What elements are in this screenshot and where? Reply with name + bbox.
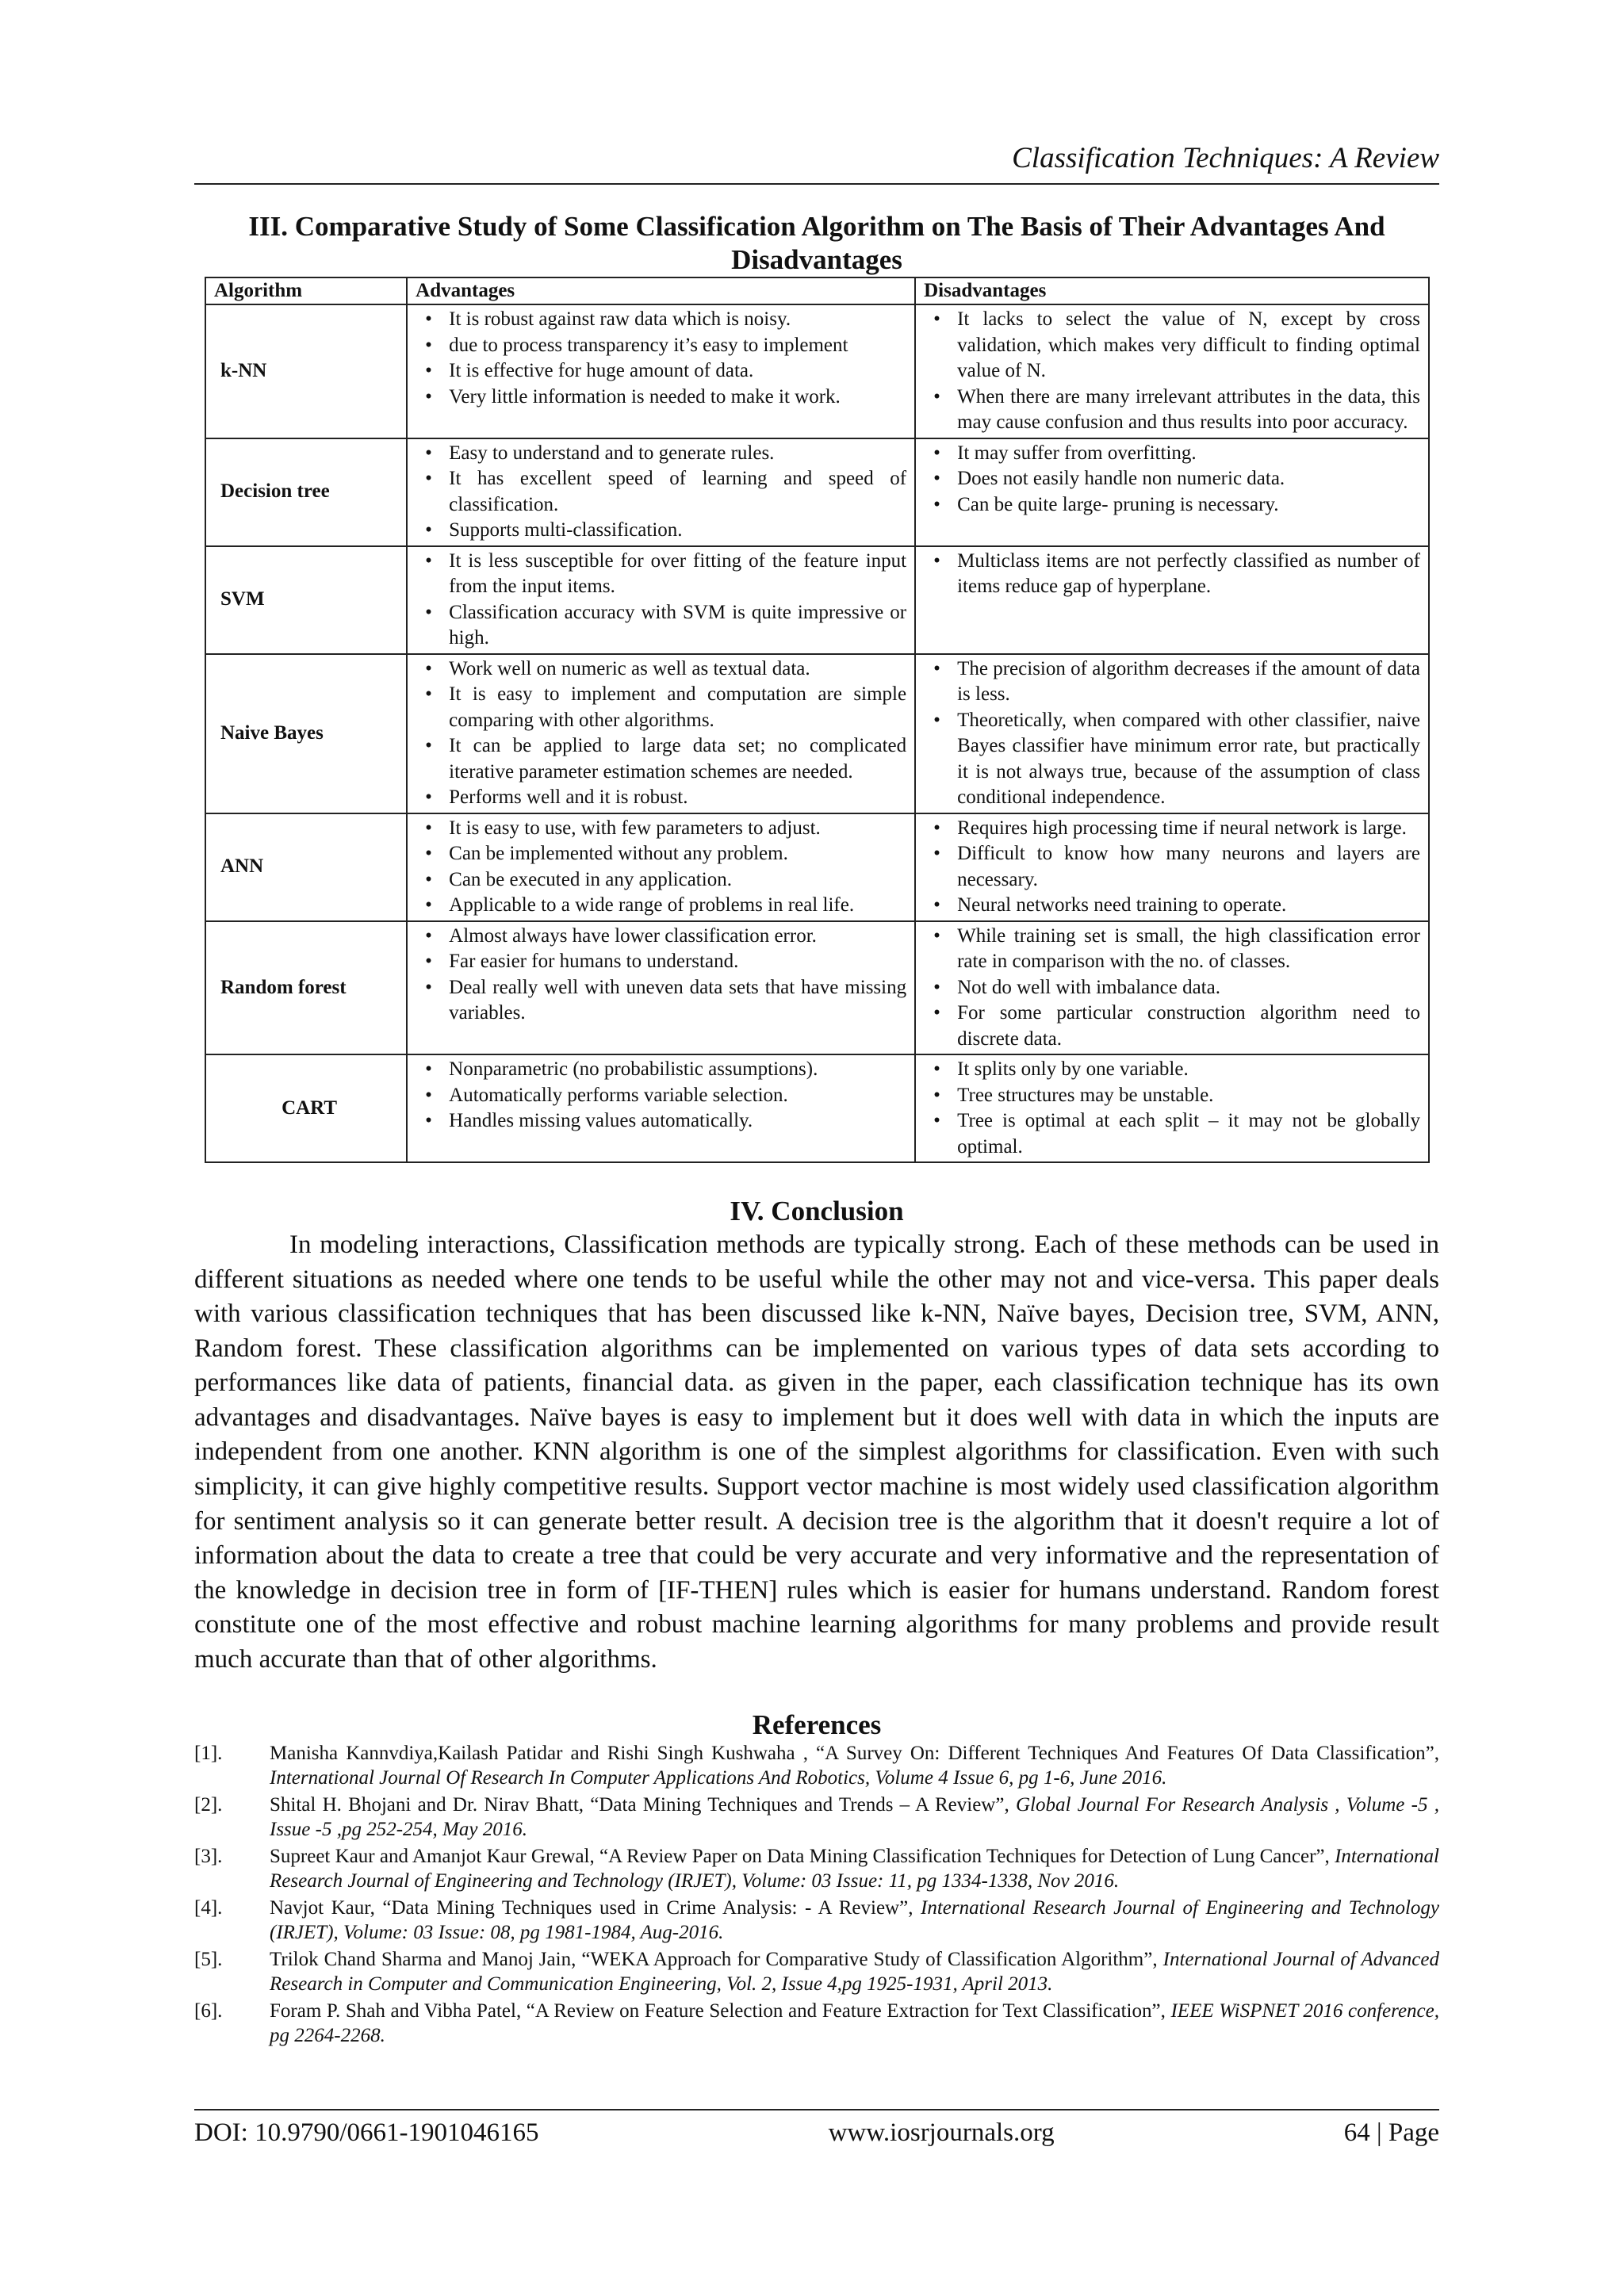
- reference-text: [270, 1999, 1439, 2048]
- reference-number: [2].: [194, 1794, 223, 1816]
- table-row: [205, 654, 1429, 813]
- conclusion-paragraph: In modeling interactions, Classification methods are typically strong. Each of these methods can be used in different situations as needed where one tends to be useful while the other may not and vice-versa. This paper deals with various classification techniques that has been discussed like k-NN, Naïve bayes, Decision tree, SVM, ANN, Random forest. These classification algorithms can be implemented on various types of data sets according to performances like data of patients, financial data. as given in the paper, each classification technique has its own advantages and disadvantages. Naïve bayes is easy to implement but it does well with data in which the inputs are independent from one another. KNN algorithm is one of the simplest algorithms for classification. Even with such simplicity, it can give highly competitive results. Support vector machine is most widely used classification algorithm for sentiment analysis so it can generate better result. A decision tree is the algorithm that it doesn't require a lot of information about the data to create a tree that could be very accurate and very informative and the representation of the knowledge in decision tree in form of [IF-THEN] rules which is easier for humans understand. Random forest constitute one of the most effective and robust machine learning algorithms for many problems and provide result much accurate than that of other algorithms.: [194, 1230, 1439, 1674]
- reference-authors-title: Supreet Kaur and Amanjot Kaur Grewal, “A Review Paper on Data Mining Classification Techniques for Detection of Lung Cancer”,: [270, 1846, 1335, 1868]
- table-row: [205, 438, 1429, 546]
- disadvantages-list: [921, 549, 1420, 600]
- advantage-item: • Applicable to a wide range of problems in real life.: [412, 893, 906, 919]
- advantages-cell: [407, 921, 915, 1055]
- disadvantage-item: • Requires high processing time if neural network is large.: [921, 816, 1420, 842]
- advantage-item: • Classification accuracy with SVM is quite impressive or high.: [412, 600, 906, 652]
- disadvantage-item: • Theoretically, when compared with other classifier, naive Bayes classifier have minimum error rate, but practically it is not always true, because of the assumption of class conditional independence.: [921, 708, 1420, 811]
- reference-item: [194, 1793, 1439, 1842]
- algorithm-cell: Decision tree: [205, 438, 407, 546]
- algorithm-cell: CART: [205, 1054, 407, 1162]
- disadvantages-cell: [915, 1054, 1429, 1162]
- disadvantage-item: • When there are many irrelevant attributes in the data, this may cause confusion and thus results into poor accuracy.: [921, 385, 1420, 436]
- reference-text: [270, 1948, 1439, 1996]
- advantage-item: • Deal really well with uneven data sets that have missing variables.: [412, 975, 906, 1027]
- table-row: [205, 546, 1429, 654]
- disadvantage-item: • Multiclass items are not perfectly classified as number of items reduce gap of hyperplane.: [921, 549, 1420, 600]
- disadvantage-item: • Tree structures may be unstable.: [921, 1083, 1420, 1109]
- reference-authors-title: Foram P. Shah and Vibha Patel, “A Review on Feature Selection and Feature Extraction for Text Classification”,: [270, 2000, 1171, 2022]
- disadvantage-item: • Not do well with imbalance data.: [921, 975, 1420, 1001]
- footer-doi: DOI: 10.9790/0661-1901046165: [194, 2118, 539, 2147]
- reference-item: [194, 1999, 1439, 2048]
- table-row: [205, 921, 1429, 1055]
- table-row: [205, 1054, 1429, 1162]
- disadvantages-cell: [915, 546, 1429, 654]
- disadvantages-cell: [915, 813, 1429, 921]
- advantage-item: • Can be implemented without any problem.: [412, 841, 906, 867]
- reference-item: [194, 1896, 1439, 1945]
- reference-number: [5].: [194, 1949, 223, 1971]
- advantages-cell: [407, 813, 915, 921]
- advantage-item: • It is effective for huge amount of data.: [412, 358, 906, 385]
- advantage-item: • Handles missing values automatically.: [412, 1108, 906, 1135]
- running-head: Classification Techniques: A Review: [194, 143, 1439, 185]
- algorithm-cell: SVM: [205, 546, 407, 654]
- table-row: [205, 813, 1429, 921]
- advantage-item: • Can be executed in any application.: [412, 867, 906, 894]
- advantages-list: [412, 924, 906, 1027]
- reference-venue: International Research Journal of Engineering and Technology (IRJET), Volume: 03 Issue: 08, pg 1981-1984, Aug-2016.: [270, 1897, 1440, 1943]
- advantage-item: • It is easy to use, with few parameters to adjust.: [412, 816, 906, 842]
- reference-text: [270, 1793, 1439, 1842]
- advantage-item: • due to process transparency it’s easy to implement: [412, 333, 906, 359]
- disadvantages-cell: [915, 654, 1429, 813]
- advantage-item: • It is robust against raw data which is noisy.: [412, 307, 906, 333]
- reference-authors-title: Manisha Kannvdiya,Kailash Patidar and Rishi Singh Kushwaha , “A Survey On: Different Techniques And Features Of Data Classification”,: [270, 1743, 1439, 1765]
- disadvantages-list: [921, 656, 1420, 811]
- reference-item: [194, 1742, 1439, 1790]
- disadvantages-list: [921, 1057, 1420, 1160]
- advantages-list: [412, 307, 906, 410]
- reference-item: [194, 1948, 1439, 1996]
- footer-site: www.iosrjournals.org: [828, 2118, 1055, 2147]
- reference-venue: IEEE WiSPNET 2016 conference, pg 2264-2268.: [270, 2000, 1439, 2046]
- advantages-cell: [407, 546, 915, 654]
- algorithm-cell: Random forest: [205, 921, 407, 1055]
- reference-authors-title: Trilok Chand Sharma and Manoj Jain, “WEKA Approach for Comparative Study of Classification Algorithm”,: [270, 1949, 1163, 1971]
- disadvantage-item: • While training set is small, the high classification error rate in comparison with the no. of classes.: [921, 924, 1420, 975]
- advantages-list: [412, 816, 906, 919]
- section-3-title: III. Comparative Study of Some Classification Algorithm on The Basis of Their Advantages And Disadvantages: [248, 210, 1385, 275]
- reference-authors-title: Navjot Kaur, “Data Mining Techniques used in Crime Analysis: - A Review”,: [270, 1897, 921, 1919]
- advantages-cell: [407, 654, 915, 813]
- advantages-cell: [407, 438, 915, 546]
- disadvantage-item: • Does not easily handle non numeric data.: [921, 466, 1420, 492]
- disadvantages-list: [921, 924, 1420, 1053]
- header-advantages: Advantages: [407, 277, 915, 305]
- references-title: References: [752, 1709, 882, 1741]
- algorithm-cell: Naive Bayes: [205, 654, 407, 813]
- advantages-list: [412, 549, 906, 652]
- reference-text: [270, 1845, 1439, 1893]
- advantage-item: • Easy to understand and to generate rules.: [412, 441, 906, 467]
- disadvantage-item: • Tree is optimal at each split – it may not be globally optimal.: [921, 1108, 1420, 1160]
- page-footer: [194, 2109, 1439, 2148]
- disadvantages-list: [921, 307, 1420, 436]
- advantage-item: • Work well on numeric as well as textual data.: [412, 656, 906, 683]
- references-list: [194, 1742, 1439, 2048]
- advantages-cell: [407, 304, 915, 438]
- advantage-item: • Automatically performs variable selection.: [412, 1083, 906, 1109]
- reference-number: [6].: [194, 2000, 223, 2022]
- page: [194, 143, 1439, 2051]
- advantage-item: • Supports multi-classification.: [412, 518, 906, 544]
- advantage-item: • It is less susceptible for over fitting of the feature input from the input items.: [412, 549, 906, 600]
- algorithm-cell: k-NN: [205, 304, 407, 438]
- disadvantages-cell: [915, 438, 1429, 546]
- disadvantage-item: • Can be quite large- pruning is necessary.: [921, 492, 1420, 519]
- advantage-item: • It is easy to implement and computation are simple comparing with other algorithms.: [412, 682, 906, 733]
- disadvantages-list: [921, 441, 1420, 519]
- advantages-list: [412, 656, 906, 811]
- disadvantages-list: [921, 816, 1420, 919]
- reference-text: [270, 1742, 1439, 1790]
- section-4-title: IV. Conclusion: [730, 1196, 904, 1227]
- disadvantage-item: • It may suffer from overfitting.: [921, 441, 1420, 467]
- table-row: [205, 304, 1429, 438]
- algorithm-cell: ANN: [205, 813, 407, 921]
- comparison-table: [205, 277, 1430, 1164]
- advantage-item: • Nonparametric (no probabilistic assumptions).: [412, 1057, 906, 1083]
- table-header-row: [205, 277, 1429, 305]
- disadvantage-item: • The precision of algorithm decreases if the amount of data is less.: [921, 656, 1420, 708]
- advantage-item: • Performs well and it is robust.: [412, 785, 906, 811]
- advantages-list: [412, 441, 906, 544]
- header-disadvantages: Disadvantages: [915, 277, 1429, 305]
- reference-number: [4].: [194, 1897, 223, 1919]
- header-algorithm: Algorithm: [205, 277, 407, 305]
- advantage-item: • It has excellent speed of learning and speed of classification.: [412, 466, 906, 518]
- advantage-item: • Very little information is needed to make it work.: [412, 385, 906, 411]
- disadvantage-item: • For some particular construction algorithm need to discrete data.: [921, 1001, 1420, 1052]
- reference-number: [3].: [194, 1846, 223, 1868]
- reference-venue: Global Journal For Research Analysis , Volume -5 , Issue -5 ,pg 252-254, May 2016.: [270, 1794, 1439, 1840]
- reference-number: [1].: [194, 1743, 223, 1765]
- disadvantages-cell: [915, 921, 1429, 1055]
- reference-venue: International Journal Of Research In Computer Applications And Robotics, Volume 4 Issue 6, pg 1-6, June 2016.: [270, 1766, 1167, 1789]
- table-body: [205, 304, 1429, 1162]
- advantage-item: • Far easier for humans to understand.: [412, 949, 906, 975]
- reference-text: [270, 1896, 1439, 1945]
- disadvantage-item: • Neural networks need training to operate.: [921, 893, 1420, 919]
- reference-venue: International Research Journal of Engineering and Technology (IRJET), Volume: 03 Issue: 11, pg 1334-1338, Nov 2016.: [270, 1846, 1439, 1892]
- advantages-cell: [407, 1054, 915, 1162]
- reference-item: [194, 1845, 1439, 1893]
- advantage-item: • It can be applied to large data set; no complicated iterative parameter estimation schemes are needed.: [412, 733, 906, 785]
- disadvantage-item: • Difficult to know how many neurons and layers are necessary.: [921, 841, 1420, 893]
- advantages-list: [412, 1057, 906, 1135]
- disadvantages-cell: [915, 304, 1429, 438]
- reference-authors-title: Shital H. Bhojani and Dr. Nirav Bhatt, “Data Mining Techniques and Trends – A Review”,: [270, 1794, 1016, 1816]
- disadvantage-item: • It splits only by one variable.: [921, 1057, 1420, 1083]
- disadvantage-item: • It lacks to select the value of N, except by cross validation, which makes very difficult to finding optimal value of N.: [921, 307, 1420, 385]
- reference-venue: International Journal of Advanced Research in Computer and Communication Engineering, Vol. 2, Issue 4,pg 1925-1931, April 2013.: [270, 1949, 1439, 1995]
- footer-page-number: 64 | Page: [1343, 2118, 1439, 2147]
- advantage-item: • Almost always have lower classification error.: [412, 924, 906, 950]
